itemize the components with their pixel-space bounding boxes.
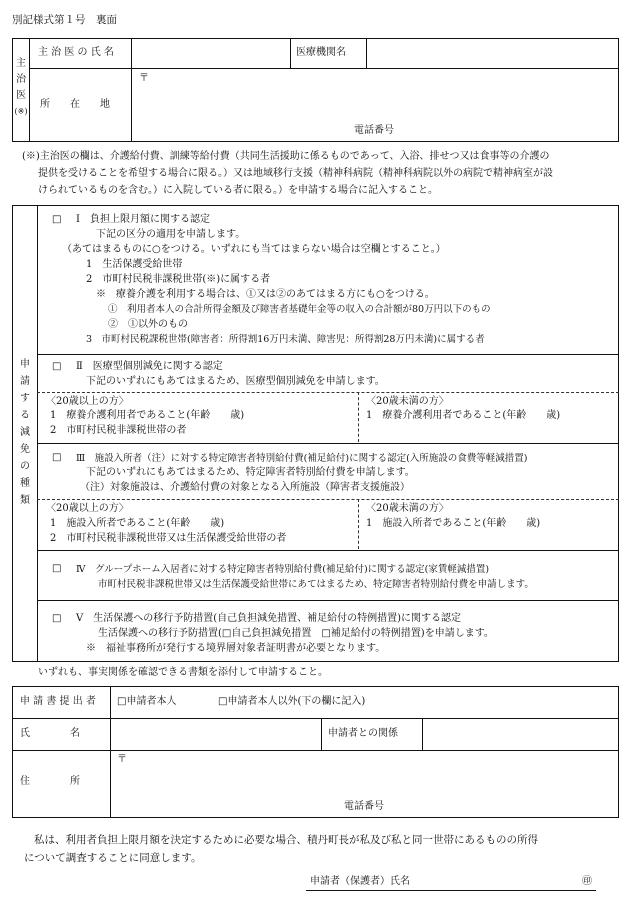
seal-mark: ㊞ (582, 876, 592, 887)
postal-mark: 〒 (117, 754, 127, 765)
section3-over20-item: 1 施設入所者であること(年齢 歳) (50, 518, 225, 529)
doctor-side-label: 主 治 医 (※) (14, 58, 28, 116)
section2-over20-label: 〈20歳以上の方〉 (46, 396, 129, 407)
section2-over20-item: 1 療養介護利用者であること(年齢 歳) (50, 410, 245, 421)
submitter-phone-label: 電話番号 (344, 801, 384, 812)
section1-line: （あてはまるものに○をつける。いずれにも当てはまらない場合は空欄とすること。） (62, 244, 446, 255)
section3-line: （注）対象施設は、介護給付費の対象となる入所施設（障害者支援施設） (80, 482, 410, 493)
doctor-name-field[interactable] (132, 39, 289, 67)
section2-title: Ⅱ 医療型個別減免に関する認定 (76, 361, 223, 372)
submitter-name-label: 氏 名 (20, 728, 80, 739)
doctor-note-line: けられているものを含む。）に入院している者に限る。）を申請する場合に記入すること。 (38, 185, 438, 196)
section5-line: 生活保護への移行予防措置(□自己負担減免措置 □補足給付の特例措置)を申請します。 (98, 628, 494, 639)
section1-item: 2 市町村民税非課税世帯(※)に属する者 (86, 274, 271, 285)
section3-title: Ⅲ 施設入所者（注）に対する特定障害者特別給付費(補足給付)に関する認定(入所施設の食費等軽減措置) (76, 453, 528, 464)
medical-institution-label: 医療機関名 (296, 47, 346, 58)
signature-field[interactable] (420, 874, 582, 888)
signature-label: 申請者（保護者）氏名 (310, 876, 410, 887)
section5-note: ※ 福祉事務所が発行する境界層対象者証明書が必要となります。 (86, 643, 386, 654)
consent-line: について調査することに同意します。 (24, 852, 202, 864)
consent-line: 私は、利用者負担上限月額を決定するために必要な場合、積丹町長が私及び私と同一世帯にあるものの所得 (34, 834, 538, 846)
section1-checkbox[interactable]: □ (52, 214, 62, 225)
submitter-self-option[interactable]: □申請者本人 (117, 696, 177, 707)
section4-line: 市町村民税非課税世帯又は生活保護受給世帯にあてはまるため、特定障害者特別給付費を申請します。 (98, 579, 534, 590)
section1-circle-item: ② ①以外のもの (108, 319, 188, 330)
section2-under20-item: 1 療養介護利用者であること(年齢 歳) (366, 410, 561, 421)
section4-checkbox[interactable]: □ (52, 563, 62, 574)
doctor-name-label: 主 治 医 の 氏 名 (38, 47, 114, 58)
section3-over20-label: 〈20歳以上の方〉 (46, 503, 129, 514)
submitter-name-field[interactable] (111, 719, 320, 749)
doctor-phone-label: 電話番号 (354, 125, 394, 136)
relation-label: 申請者との関係 (328, 728, 398, 739)
section3-line: 下記のいずれにもあてはまるため、特定障害者特別給付費を申請します。 (86, 467, 415, 478)
doctor-note-line: (※)主治医の欄は、介護給付費、訓練等給付費（共同生活援助に係るものであって、入浴、排せつ又は食事等の介護の (22, 151, 550, 162)
section1-line: 下記の区分の適用を申請します。 (96, 229, 246, 240)
reduction-side-label: 申 請 す る 減 免 の 種 類 (20, 359, 30, 506)
doctor-note-line: 提供を受けることを希望する場合に限る。）又は地域移行支援（精神科病院（精神科病院以外の病院で精神病室が設 (38, 168, 553, 179)
form-label: 別記様式第１号 裏面 (12, 14, 117, 26)
signature-underline (306, 890, 596, 891)
postal-mark: 〒 (139, 73, 149, 84)
section1-item: 1 生活保護受給世帯 (86, 259, 183, 270)
section3-checkbox[interactable]: □ (52, 452, 62, 463)
doctor-address-label: 所 在 地 (40, 99, 110, 110)
section5-title: Ⅴ 生活保護への移行予防措置(自己負担減免措置、補足給付の特例措置)に関する認定 (76, 613, 462, 624)
section2-under20-label: 〈20歳未満の方〉 (366, 396, 449, 407)
section1-circle-item: ① 利用者本人の合計所得金額及び障害者基礎年金等の収入の合計額が80万円以下のもの (108, 304, 491, 315)
section3-over20-item: 2 市町村民税非課税世帯又は生活保護受給世帯の者 (50, 533, 287, 544)
section2-line: 下記のいずれにもあてはまるため、医療型個別減免を申請します。 (86, 376, 385, 387)
section2-over20-item: 2 市町村民税非課税世帯の者 (50, 425, 187, 436)
section1-note: ※ 療養介護を利用する場合は、①又は②のあてはまる方にも○をつける。 (96, 289, 435, 300)
medical-institution-field[interactable] (367, 39, 618, 67)
section3-under20-label: 〈20歳未満の方〉 (366, 503, 449, 514)
section2-checkbox[interactable]: □ (52, 361, 62, 372)
section5-checkbox[interactable]: □ (52, 613, 62, 624)
submitter-other-option[interactable]: □申請者本人以外(下の欄に記入) (218, 696, 366, 707)
attach-note: いずれも、事実関係を確認できる書類を添付して申請すること。 (38, 667, 328, 678)
section4-title: Ⅳ グループホーム入居者に対する特定障害者特別給付費(補足給付)に関する認定(家賃軽減措置) (76, 564, 490, 575)
section1-title: Ⅰ 負担上限月額に関する認定 (76, 214, 210, 225)
submitter-label: 申 請 書 提 出 者 (20, 696, 96, 707)
relation-field[interactable] (423, 719, 618, 749)
section1-item: 3 市町村民税課税世帯(障害者：所得割16万円未満、障害児：所得割28万円未満)に属する者 (86, 334, 485, 345)
submitter-address-label: 住 所 (20, 776, 80, 787)
section3-under20-item: 1 施設入所者であること(年齢 歳) (366, 518, 541, 529)
